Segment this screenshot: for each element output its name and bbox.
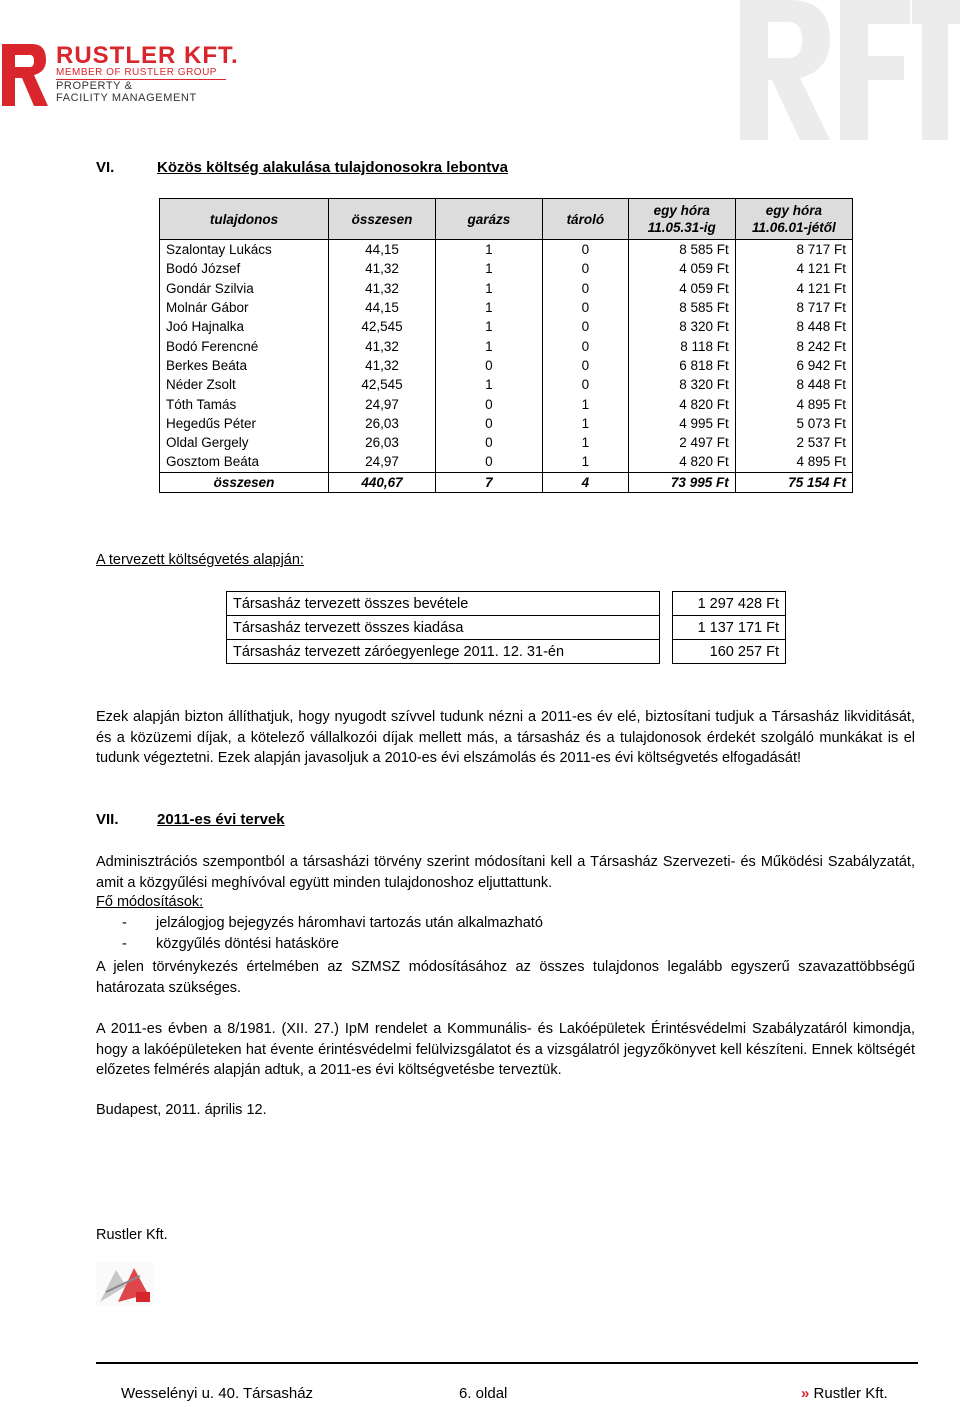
table-cell: 0 [435,356,542,375]
table-cell: 8 717 Ft [735,240,852,260]
table-cell: Gosztom Beáta [160,452,329,472]
table-cell: 42,545 [329,375,436,394]
table-cell: 8 242 Ft [735,336,852,355]
budget-row [227,616,786,640]
owners-cost-table [159,198,853,493]
table-cell: Bodó József [160,259,329,278]
total-cell: 4 [542,472,628,492]
table-cell: 2 497 Ft [628,433,735,452]
budget-value: 1 297 428 Ft [673,592,786,616]
table-cell: Bodó Ferencné [160,336,329,355]
company-stamp-icon [96,1262,154,1306]
table-row [160,336,853,355]
company-name: RUSTLER KFT. [56,42,239,69]
budget-gap [660,592,673,616]
total-cell: 7 [435,472,542,492]
table-cell: 8 448 Ft [735,375,852,394]
table-cell: 0 [435,394,542,413]
section-title: Közös költség alakulása tulajdonosokra lebontva [157,159,508,176]
col-header-from: egy hóra 11.06.01-jétől [735,199,852,240]
table-cell: 1 [435,298,542,317]
table-row [160,375,853,394]
table-cell: 24,97 [329,452,436,472]
table-cell: 4 820 Ft [628,394,735,413]
total-cell: összesen [160,472,329,492]
table-cell: 0 [542,317,628,336]
table-header-row [160,199,853,240]
bullet-item: - közgyűlés döntési hatásköre [122,936,339,952]
col-header-until: egy hóra 11.05.31-ig [628,199,735,240]
page-number: 6. oldal [459,1385,508,1402]
budget-value: 1 137 171 Ft [673,616,786,640]
table-cell: 41,32 [329,279,436,298]
table-cell: 1 [542,394,628,413]
date-line: Budapest, 2011. április 12. [96,1102,267,1118]
table-cell: Tóth Tamás [160,394,329,413]
table-row [160,452,853,472]
budget-label: Társasház tervezett összes kiadása [227,616,660,640]
table-cell: 0 [542,336,628,355]
budget-gap [660,616,673,640]
table-cell: 0 [542,375,628,394]
table-cell: Molnár Gábor [160,298,329,317]
table-cell: 1 [542,414,628,433]
table-cell: Gondár Szilvia [160,279,329,298]
table-cell: 26,03 [329,414,436,433]
budget-label: Társasház tervezett összes bevétele [227,592,660,616]
table-cell: 8 118 Ft [628,336,735,355]
table-cell: 4 059 Ft [628,279,735,298]
owners-table-body [160,240,853,493]
col-header-garage: garázs [435,199,542,240]
rustler-logo-icon [0,40,50,110]
table-cell: 0 [542,240,628,260]
table-cell: 2 537 Ft [735,433,852,452]
table-cell: 0 [435,452,542,472]
table-cell: 8 320 Ft [628,317,735,336]
company-services: PROPERTY & FACILITY MANAGEMENT [56,80,197,104]
table-cell: 41,32 [329,356,436,375]
table-row [160,317,853,336]
table-cell: 4 895 Ft [735,452,852,472]
col-header-storage: tároló [542,199,628,240]
bullet-item: - jelzálogjog bejegyzés háromhavi tartozás után alkalmazható [122,915,543,931]
table-cell: 42,545 [329,317,436,336]
budget-table [226,591,786,664]
table-cell: 5 073 Ft [735,414,852,433]
table-cell: 44,15 [329,298,436,317]
table-cell: 0 [542,356,628,375]
main-changes-label: Fő módosítások: [96,894,204,910]
table-cell: 1 [542,433,628,452]
table-cell: 1 [435,259,542,278]
table-cell: 41,32 [329,336,436,355]
table-cell: 24,97 [329,394,436,413]
footer-address: Wesselényi u. 40. Társasház [121,1385,314,1402]
table-cell: 1 [435,317,542,336]
table-cell: 4 121 Ft [735,259,852,278]
table-cell: 0 [435,414,542,433]
budget-heading: A tervezett költségvetés alapján: [96,552,304,568]
table-cell: 0 [435,433,542,452]
table-cell: 1 [542,452,628,472]
section-number: VI. [96,159,115,176]
chevron-right-icon: » [801,1385,810,1402]
table-cell: 1 [435,336,542,355]
table-cell: 0 [542,259,628,278]
table-cell: 41,32 [329,259,436,278]
table-row [160,298,853,317]
table-cell: Hegedűs Péter [160,414,329,433]
table-cell: 0 [542,279,628,298]
budget-row [227,640,786,664]
table-cell: 44,15 [329,240,436,260]
table-cell: 8 717 Ft [735,298,852,317]
budget-label: Társasház tervezett záróegyenlege 2011. 12. 31-én [227,640,660,664]
col-header-owner: tulajdonos [160,199,329,240]
total-cell: 440,67 [329,472,436,492]
table-cell: 6 818 Ft [628,356,735,375]
table-row [160,414,853,433]
table-cell: 1 [435,279,542,298]
table-row [160,279,853,298]
table-cell: 8 320 Ft [628,375,735,394]
company-tagline: MEMBER OF RUSTLER GROUP [56,67,217,78]
footer-company: » Rustler Kft. [801,1385,888,1402]
col-header-total: összesen [329,199,436,240]
table-cell: 1 [435,240,542,260]
section-title: 2011-es évi tervek [157,811,285,828]
signature-name: Rustler Kft. [96,1227,168,1243]
szmsz-paragraph: A jelen törvénykezés értelmében az SZMSZ módosításához az összes tulajdonos legalább egyszerű szavazattöbbségű határozata szükséges. [96,959,915,996]
section-number: VII. [96,811,119,828]
table-cell: 4 820 Ft [628,452,735,472]
table-cell: 1 [435,375,542,394]
table-cell: 8 448 Ft [735,317,852,336]
table-cell: 0 [542,298,628,317]
table-cell: Szalontay Lukács [160,240,329,260]
table-row [160,394,853,413]
table-cell: 4 895 Ft [735,394,852,413]
footer-divider [96,1362,918,1364]
table-cell: Berkes Beáta [160,356,329,375]
table-cell: Oldal Gergely [160,433,329,452]
table-row [160,259,853,278]
rft-watermark-icon [680,0,960,140]
budget-row [227,592,786,616]
table-cell: 4 121 Ft [735,279,852,298]
budget-gap [660,640,673,664]
table-cell: 6 942 Ft [735,356,852,375]
table-total-row [160,472,853,492]
total-cell: 75 154 Ft [735,472,852,492]
budget-value: 160 257 Ft [673,640,786,664]
table-row [160,240,853,260]
table-cell: 4 995 Ft [628,414,735,433]
total-cell: 73 995 Ft [628,472,735,492]
table-cell: 26,03 [329,433,436,452]
table-row [160,433,853,452]
table-row [160,356,853,375]
conclusion-paragraph: Ezek alapján bizton állíthatjuk, hogy nyugodt szívvel tudunk nézni a 2011-es év elé, biztosítani tudjuk a Társasház likviditását, és a közüzemi díjak, a kötelező vállalkozói díjak mellett más, a társasház és a tulajdonosok érdekét szolgáló munkákat is el tudunk végeztetni. Ezek alapján javasoljuk a 2010-es évi elszámolás és 2011-es évi költségvetés elfogadását! [96,709,915,767]
table-cell: 8 585 Ft [628,240,735,260]
table-cell: 4 059 Ft [628,259,735,278]
table-cell: Néder Zsolt [160,375,329,394]
safety-paragraph: A 2011-es évben a 8/1981. (XII. 27.) IpM rendelet a Kommunális- és Lakóépületek Érintésvédelmi Szabályzatáról kimondja, hogy a lakóépületeken hat évente érintésvédelmi felülvizsgálatot és a vizsgálatról jegyzőkönyvet kell készíteni. Ennek költségét előzetes felmérés alapján adtuk, a 2011-es évi költségvetésbe terveztük. [96,1021,915,1079]
table-cell: 8 585 Ft [628,298,735,317]
admin-paragraph: Adminisztrációs szempontból a társasházi törvény szerint módosítani kell a Társasház Szervezeti- és Működési Szabályzatát, amit a közgyűlési meghívóval együtt minden tulajdonoshoz eljuttattunk. [96,854,915,891]
table-cell: Joó Hajnalka [160,317,329,336]
